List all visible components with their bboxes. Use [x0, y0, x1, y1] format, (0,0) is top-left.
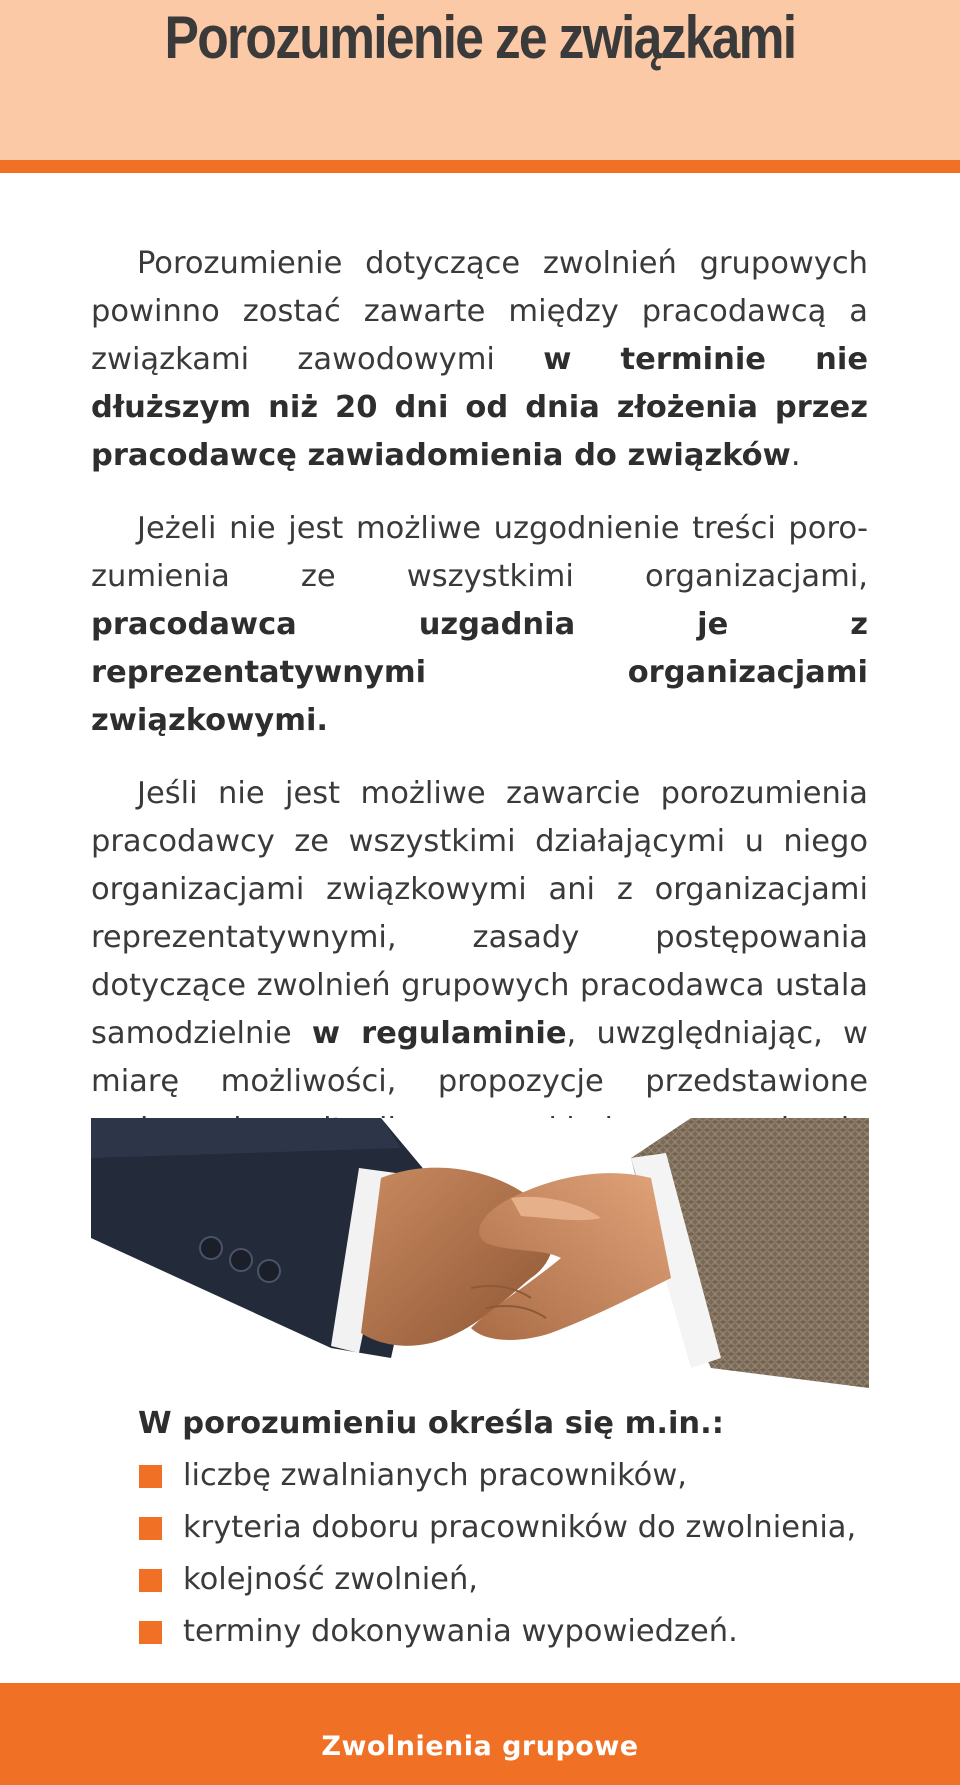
paragraph-deadline-text: Porozumienie dotyczące zwolnień grupowych powinno zostać zawarte między pracodawcą a związkami zawodowymi	[91, 246, 868, 377]
square-bullet-icon	[139, 1569, 162, 1592]
paragraph-deadline-end: .	[790, 438, 801, 473]
page-title: Porozumienie ze związkami	[164, 4, 796, 71]
header-divider	[0, 160, 960, 173]
list-item-text: terminy dokonywania wypowiedzeń.	[183, 1614, 738, 1649]
footer-band	[0, 1683, 960, 1785]
handshake-photo	[91, 1118, 869, 1388]
determinations-list-block	[138, 1400, 898, 1660]
body-text	[91, 240, 868, 1227]
paragraph-deadline	[91, 240, 868, 480]
list-item	[138, 1608, 898, 1656]
list-item	[138, 1504, 898, 1552]
paragraph-regulation-end: , uwzględniając, w miarę możliwości, propozycje przedstawione	[91, 1016, 868, 1099]
header-band	[0, 0, 960, 160]
list-item-text: kolejność zwolnień,	[183, 1562, 478, 1597]
paragraph-representative-text: Jeżeli nie jest możliwe uzgodnienie treści porozumienia ze wszystkimi organizacjami,	[91, 511, 868, 594]
square-bullet-icon	[139, 1465, 162, 1488]
square-bullet-icon	[139, 1621, 162, 1644]
paragraph-representative-emphasis: pracodawca uzgadnia je z reprezentatywnymi organizacjami związkowymi.	[91, 607, 868, 738]
paragraph-deadline-emphasis: w terminie nie dłuższym niż 20 dni od dnia złożenia przez pracodawcę zawiadomienia do związków	[91, 342, 868, 473]
handshake-illustration	[91, 1118, 869, 1388]
list-item	[138, 1452, 898, 1500]
list-item-text: kryteria doboru pracowników do zwolnienia,	[183, 1510, 857, 1545]
paragraph-regulation-emphasis: w regulaminie	[311, 1016, 567, 1051]
footer-label: Zwolnienia grupowe	[321, 1731, 639, 1762]
paragraph-representative	[91, 505, 868, 745]
list-heading: W porozumieniu określa się m.in.:	[138, 1406, 724, 1441]
paragraph-regulation-text: Jeśli nie jest możliwe zawarcie porozumienia pracodawcy ze wszystkimi działającymi u niego organizacjami związkowymi ani z organizacjami reprezentatywnymi, zasady postępowania dotyczące zwolnień grupowych pracodawca ustala samodzielnie	[91, 776, 868, 1051]
list-item-text: liczbę zwalnianych pracowników,	[183, 1458, 687, 1493]
list-item	[138, 1556, 898, 1604]
determinations-list	[138, 1452, 898, 1656]
square-bullet-icon	[139, 1517, 162, 1540]
